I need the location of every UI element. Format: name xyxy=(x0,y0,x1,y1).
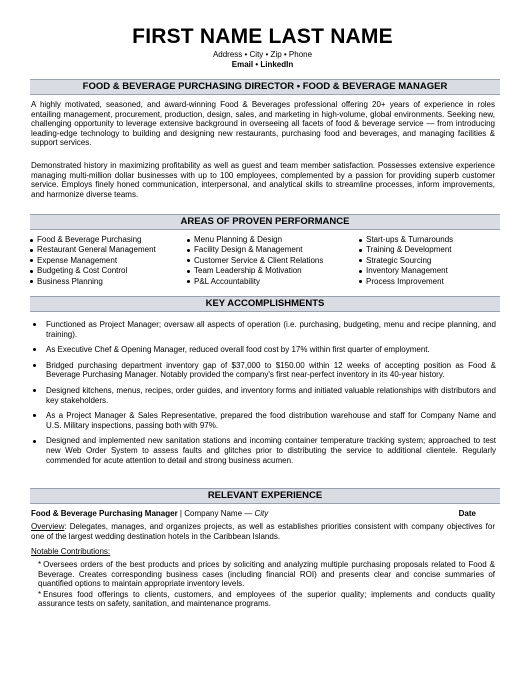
skill-item: Training & Development xyxy=(359,245,453,255)
contribution-item: * Ensures food offerings to clients, customers, and employees of the superior quality; implements and conducts quality assurance tests on safety, sanitation, and maintenance programs. xyxy=(38,589,495,609)
accomplishment-item: As Executive Chef & Opening Manager, reduced overall food cost by 17% within first quarter of employment. xyxy=(30,345,496,355)
contributions-list xyxy=(38,560,495,610)
contribution-item: * Oversees orders of the best products and prices by soliciting and analyzing multiple purchasing proposals related to Food & Beverage. Creates corresponding business cases (including financial ROI) and presents clear and concise summaries of quantified options to maintain appropriate inventory levels. xyxy=(38,560,495,589)
summary-paragraph-2: Demonstrated history in maximizing profitability as well as guest and team member satisfaction. Possesses extensive experience managing multi-million dollar businesses with up to 100 employees, complemented by a passion for providing superb customer service. Employs finely honed communication, interpersonal, and analytical skills to streamline processes, inform improvements, and harmonize diverse teams. xyxy=(31,161,495,199)
skills-grid xyxy=(30,235,500,287)
section-heading-accomplishments: KEY ACCOMPLISHMENTS xyxy=(30,296,500,312)
skill-item: Menu Planning & Design xyxy=(187,235,323,245)
skill-item: Start-ups & Turnarounds xyxy=(359,235,453,245)
company-city: City xyxy=(254,509,269,518)
skill-item: Food & Beverage Purchasing xyxy=(30,235,156,245)
headline-bar: FOOD & BEVERAGE PURCHASING DIRECTOR • FOOD & BEVERAGE MANAGER xyxy=(30,79,500,95)
contact-address-line: Address • City • Zip • Phone xyxy=(212,50,313,59)
job-header xyxy=(31,509,495,519)
skill-item: Expense Management xyxy=(30,256,156,266)
skills-column-1 xyxy=(30,235,156,287)
section-heading-performance: AREAS OF PROVEN PERFORMANCE xyxy=(30,214,500,230)
candidate-name: FIRST NAME LAST NAME xyxy=(132,25,393,48)
accomplishment-item: Functioned as Project Manager; oversaw all aspects of operation (i.e. purchasing, budgeting, menu and recipe planning, and training). xyxy=(30,320,496,339)
job-separator: | xyxy=(177,509,185,518)
accomplishment-item: Designed and implemented new sanitation stations and incoming container temperature tracking system; approached to test new Web Order System to assess faults and glitches prior to distributing the service to additional clientele. Regularly commended for acute attention to detail and strong business acumen. xyxy=(30,436,496,465)
overview-label: Overview xyxy=(31,522,65,531)
accomplishment-item: Bridged purchasing department inventory gap of $37,000 to $150.00 within 12 weeks of accepting position as Food & Beverage Purchasing Manager. Notably provided the company's first near-perfect inventory in its 40-year history. xyxy=(30,361,496,380)
skills-column-2 xyxy=(187,235,323,287)
skill-item: Strategic Sourcing xyxy=(359,256,453,266)
overview-text: : Delegates, manages, and organizes projects, as well as establishes priorities consistent with company objectives for one of the largest wedding destination hotels in the Caribbean Islands. xyxy=(31,522,495,541)
contact-email-line: Email • LinkedIn xyxy=(231,60,294,69)
company-name: Company Name — xyxy=(184,509,253,518)
skill-item: Inventory Management xyxy=(359,266,453,276)
skills-column-3 xyxy=(359,235,453,287)
skill-item: Budgeting & Cost Control xyxy=(30,266,156,276)
section-heading-experience: RELEVANT EXPERIENCE xyxy=(30,488,500,504)
summary-paragraph-1: A highly motivated, seasoned, and award-winning Food & Beverages professional offering 20+ years of experience in roles entailing management, procurement, production, design, sales, and marketing in high-volume, global environments. Seeking new, challenging opportunity to leverage extensive background in overseeing all facets of food & beverage service — from introducing leading-edge technology to building and designing new restaurants, purchasing food and beverages, and managing facilities & support services. xyxy=(31,100,495,148)
accomplishment-item: Designed kitchens, menus, recipes, order guides, and inventory forms and initiated valuable relationships with distributors and key stakeholders. xyxy=(30,386,496,405)
skill-item: Facility Design & Management xyxy=(187,245,323,255)
job-overview xyxy=(31,522,495,541)
accomplishment-item: As a Project Manager & Sales Representative, prepared the food distribution warehouse and staff for Company Name and U.S. Military inspections, passing both with 97%. xyxy=(30,411,496,430)
skill-item: Team Leadership & Motivation xyxy=(187,266,323,276)
skill-item: Customer Service & Client Relations xyxy=(187,256,323,266)
notable-contributions-label: Notable Contributions: xyxy=(31,547,111,556)
job-title: Food & Beverage Purchasing Manager xyxy=(31,509,178,518)
accomplishments-list xyxy=(30,320,496,471)
skill-item: Business Planning xyxy=(30,277,156,287)
skill-item: Restaurant General Management xyxy=(30,245,156,255)
job-date: Date xyxy=(458,509,476,518)
skill-item: P&L Accountability xyxy=(187,277,323,287)
skill-item: Process Improvement xyxy=(359,277,453,287)
